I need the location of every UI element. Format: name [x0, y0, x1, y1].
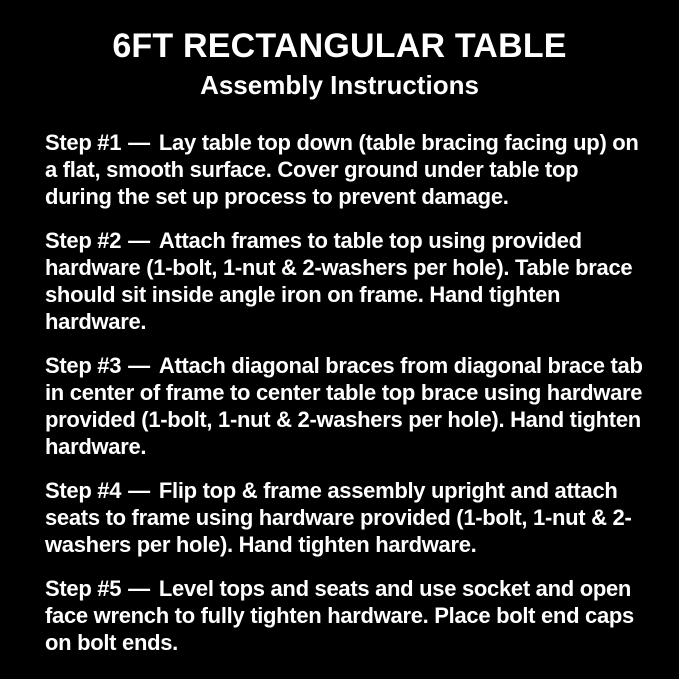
step-3-paragraph [45, 352, 645, 460]
page-subtitle: Assembly Instructions [200, 70, 479, 100]
step-3-text: Attach diagonal braces from diagonal brace tab in center of frame to center table top brace using hardware provided (1-bolt, 1-nut & 2-washers per hole). Hand tighten hardware. [45, 353, 643, 459]
step-2-dash: — [128, 228, 150, 253]
step-5-dash: — [128, 576, 150, 601]
steps-list [0, 100, 679, 656]
step-3-dash: — [128, 353, 150, 378]
step-5-text: Level tops and seats and use socket and open face wrench to fully tighten hardware. Place bolt end caps on bolt ends. [45, 576, 634, 655]
step-4-paragraph [45, 477, 645, 558]
step-4-label: Step #4 [45, 478, 122, 503]
step-4-text: Flip top & frame assembly upright and attach seats to frame using hardware provided (1-bolt, 1-nut & 2-washers per hole). Hand tighten hardware. [45, 478, 632, 557]
step-2-label: Step #2 [45, 228, 122, 253]
step-4-dash: — [128, 478, 150, 503]
step-1-dash: — [128, 130, 150, 155]
step-3-label: Step #3 [45, 353, 122, 378]
step-5-label: Step #5 [45, 576, 122, 601]
step-2-text: Attach frames to table top using provided hardware (1-bolt, 1-nut & 2-washers per hole). Table brace should sit inside angle iron on frame. Hand tighten hardware. [45, 228, 633, 334]
step-1-label: Step #1 [45, 130, 122, 155]
step-2-paragraph [45, 227, 645, 335]
page-title: 6FT RECTANGULAR TABLE [112, 27, 567, 65]
poster-header [0, 0, 679, 100]
step-1-paragraph [45, 129, 645, 210]
step-1-text: Lay table top down (table bracing facing up) on a flat, smooth surface. Cover ground under table top during the set up process to prevent damage. [45, 130, 639, 209]
step-5-paragraph [45, 575, 645, 656]
